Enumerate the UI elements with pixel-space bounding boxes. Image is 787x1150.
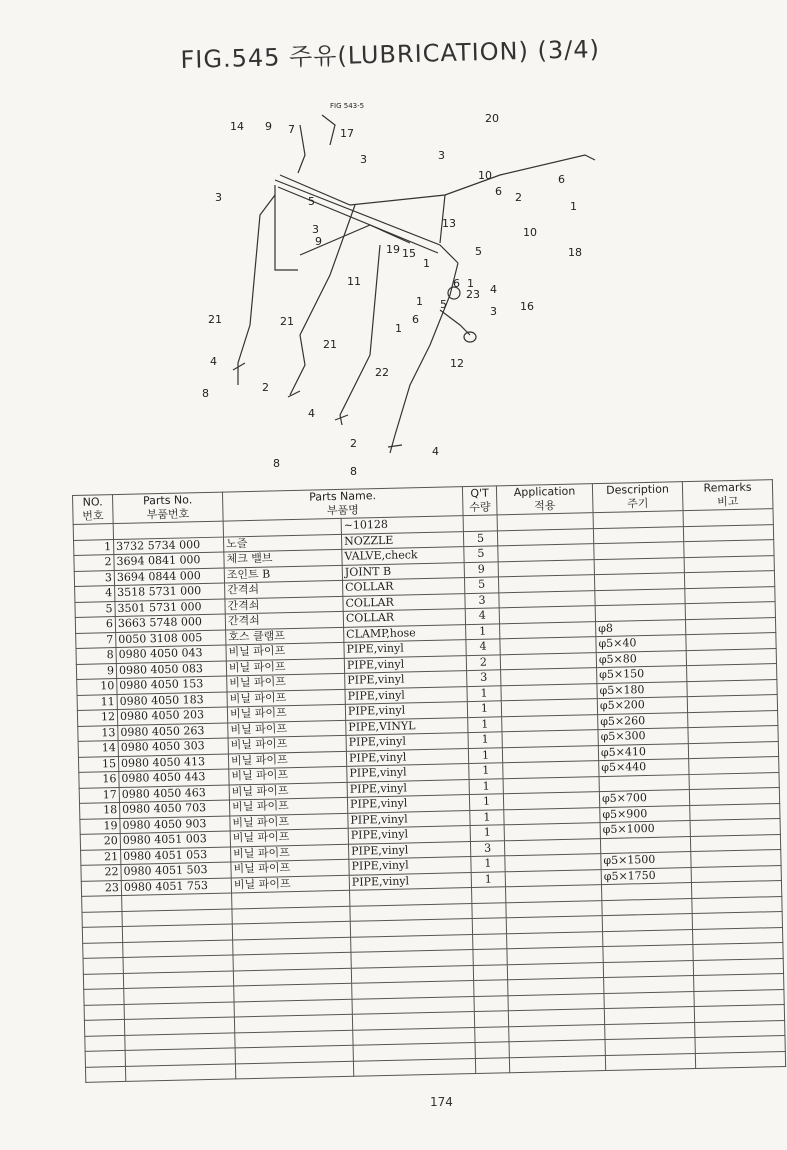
callout: 9	[315, 235, 322, 248]
callout: 18	[568, 246, 582, 259]
cell-desc: φ5×260	[598, 712, 688, 730]
cell-part: 0980 4050 203	[117, 707, 227, 725]
cell-ko: 비닐 파이프	[231, 859, 349, 877]
cell-ko: 비닐 파이프	[231, 844, 349, 862]
cell-qty: 5	[463, 530, 497, 546]
callout: 14	[230, 120, 244, 133]
cell-part: 0980 4050 703	[119, 800, 229, 818]
cell-no: 21	[81, 849, 121, 865]
cell-part: 0980 4051 503	[121, 862, 231, 880]
callout: 1	[416, 295, 423, 308]
cell-qty: 1	[467, 701, 501, 717]
callout: 3	[490, 305, 497, 318]
callout: 5	[308, 195, 315, 208]
callout: 5	[440, 298, 447, 311]
cell-desc: φ5×80	[596, 650, 686, 668]
cell-en: ~10128	[341, 516, 463, 534]
cell-en: PIPE,vinyl	[347, 779, 469, 797]
cell-ko: 비닐 파이프	[226, 642, 344, 660]
cell-en: PIPE,vinyl	[346, 733, 468, 751]
callout: 1	[570, 200, 577, 213]
cell-ko: 비닐 파이프	[229, 782, 347, 800]
cell-en: COLLAR	[343, 609, 465, 627]
cell-ko: 비닐 파이프	[231, 875, 349, 893]
cell-part: 0980 4050 183	[117, 692, 227, 710]
cell-desc: φ5×1000	[600, 821, 690, 839]
callout: 20	[485, 112, 499, 125]
cell-ko: 비닐 파이프	[227, 704, 345, 722]
cell-qty: 2	[466, 654, 500, 670]
callout: 17	[340, 127, 354, 140]
figure-title: FIG.545 주유(LUBRICATION) (3/4)	[180, 35, 601, 74]
cell-qty: 3	[465, 592, 499, 608]
cell-no: 18	[79, 803, 119, 819]
cell-part: 0980 4050 043	[116, 645, 226, 663]
cell-part: 0980 4050 463	[119, 785, 229, 803]
header-parts-no: Parts No. 부품번호	[113, 492, 224, 523]
callout: 8	[273, 457, 280, 470]
cell-ko: 노즐	[223, 534, 341, 552]
cell-qty: 1	[469, 763, 503, 779]
header-no: NO. 번호	[73, 495, 114, 525]
cell-part: 0980 4051 003	[120, 831, 230, 849]
callout: 8	[350, 465, 357, 478]
cell-no: 11	[77, 694, 117, 710]
callout: 9	[265, 120, 272, 133]
cell-part: 0980 4050 263	[118, 723, 228, 741]
cell-en: PIPE,vinyl	[344, 655, 466, 673]
cell-part: 0980 4050 413	[118, 754, 228, 772]
cell-qty: 3	[470, 840, 504, 856]
callout: 3	[360, 153, 367, 166]
callout: 3	[215, 191, 222, 204]
cell-no: 7	[76, 632, 116, 648]
cell-en: VALVE,check	[342, 547, 464, 565]
cell-ko: 비닐 파이프	[229, 797, 347, 815]
cell-en: PIPE,VINYL	[346, 717, 468, 735]
cell-qty: 1	[470, 809, 504, 825]
cell-no: 2	[74, 555, 114, 571]
cell-en: PIPE,vinyl	[348, 826, 470, 844]
callout: 1	[467, 277, 474, 290]
cell-no: 22	[81, 864, 121, 880]
cell-part: 3694 0841 000	[114, 552, 224, 570]
cell-en: PIPE,vinyl	[349, 872, 471, 890]
cell-ko: 간격쇠	[225, 580, 343, 598]
cell-no: 13	[78, 725, 118, 741]
cell-no: 9	[76, 663, 116, 679]
cell-desc: φ5×1750	[601, 867, 691, 885]
cell-part: 0980 4050 153	[117, 676, 227, 694]
cell-part: 0980 4050 903	[120, 816, 230, 834]
cell-no: 4	[75, 586, 115, 602]
cell-ko: 간격쇠	[225, 611, 343, 629]
callout: 7	[288, 123, 295, 136]
cell-part: 0980 4050 443	[119, 769, 229, 787]
cell-no	[73, 524, 113, 540]
cell-qty: 1	[468, 732, 502, 748]
page-number: 174	[430, 1095, 453, 1109]
callout: 10	[523, 226, 537, 239]
callout: 3	[312, 223, 319, 236]
cell-ko: 비닐 파이프	[227, 673, 345, 691]
cell-no: 20	[80, 833, 120, 849]
cell-desc: φ5×410	[598, 743, 688, 761]
callout: 4	[432, 445, 439, 458]
callout: 23	[466, 288, 480, 301]
parts-table-container	[72, 479, 787, 1105]
callout: 22	[375, 366, 389, 379]
lubrication-diagram	[190, 95, 610, 480]
callout: 4	[210, 355, 217, 368]
cell-en: PIPE,vinyl	[347, 795, 469, 813]
cell-qty: 5	[464, 577, 498, 593]
callout: 3	[438, 149, 445, 162]
cell-ko: 체크 밸브	[224, 549, 342, 567]
callout: 2	[350, 437, 357, 450]
callout: 21	[323, 338, 337, 351]
cell-en: PIPE,vinyl	[349, 857, 471, 875]
cell-ko: 비닐 파이프	[227, 689, 345, 707]
callout: 11	[347, 275, 361, 288]
cell-no: 14	[78, 741, 118, 757]
cell-qty: 4	[465, 608, 499, 624]
callout: 10	[478, 169, 492, 182]
cell-en: PIPE,vinyl	[345, 702, 467, 720]
header-remarks: Remarks 비고	[682, 480, 773, 511]
cell-no: 23	[81, 880, 121, 896]
callout: 1	[423, 257, 430, 270]
callout: 16	[520, 300, 534, 313]
cell-qty: 1	[471, 871, 505, 887]
callout: 21	[208, 313, 222, 326]
callout: 13	[442, 217, 456, 230]
cell-qty: 5	[464, 546, 498, 562]
cell-en: CLAMP,hose	[344, 624, 466, 642]
cell-part: 0980 4050 303	[118, 738, 228, 756]
cell-qty: 1	[471, 856, 505, 872]
cell-desc: φ5×440	[599, 759, 689, 777]
cell-ko: 호스 클램프	[226, 627, 344, 645]
cell-desc: φ5×1500	[601, 852, 691, 870]
cell-qty: 1	[468, 716, 502, 732]
header-description: Description 주기	[592, 482, 683, 513]
cell-en: COLLAR	[343, 578, 465, 596]
cell-en: PIPE,vinyl	[345, 671, 467, 689]
cell-desc: φ5×200	[597, 697, 687, 715]
cell-no: 16	[79, 772, 119, 788]
cell-no: 19	[80, 818, 120, 834]
cell-qty: 1	[469, 794, 503, 810]
cell-en: PIPE,vinyl	[348, 810, 470, 828]
cell-ko: 비닐 파이프	[230, 813, 348, 831]
cell-no: 15	[78, 756, 118, 772]
callout: 19	[386, 243, 400, 256]
cell-desc: φ5×700	[599, 790, 689, 808]
cell-desc: φ5×900	[600, 805, 690, 823]
parts-table-body	[73, 509, 785, 1083]
cell-desc: φ5×300	[598, 728, 688, 746]
cell-no: 6	[75, 617, 115, 633]
cell-desc: φ5×180	[597, 681, 687, 699]
cell-en: NOZZLE	[341, 531, 463, 549]
cell-ko: 간격쇠	[225, 596, 343, 614]
cell-part: 0980 4051 053	[121, 846, 231, 864]
reference-label: FIG 543-5	[330, 102, 365, 110]
callout: 15	[402, 247, 416, 260]
cell-part: 0050 3108 005	[116, 630, 226, 648]
callout: 6	[412, 313, 419, 326]
cell-qty: 9	[464, 561, 498, 577]
callout: 6	[558, 173, 565, 186]
cell-en: PIPE,vinyl	[344, 640, 466, 658]
cell-no: 12	[77, 710, 117, 726]
callout: 8	[202, 387, 209, 400]
cell-en: PIPE,vinyl	[345, 686, 467, 704]
callout: 4	[308, 407, 315, 420]
cell-part: 3501 5731 000	[115, 599, 225, 617]
header-application: Application 적용	[496, 484, 593, 515]
callout: 21	[280, 315, 294, 328]
cell-no: 1	[74, 539, 114, 555]
cell-part: 3732 5734 000	[114, 537, 224, 555]
diagram-callouts	[202, 102, 582, 478]
parts-table	[72, 479, 786, 1083]
callout: 1	[395, 322, 402, 335]
cell-qty: 1	[470, 825, 504, 841]
cell-no: 8	[76, 648, 116, 664]
callout: 4	[490, 283, 497, 296]
cell-part: 3694 0844 000	[114, 568, 224, 586]
callout: 2	[262, 381, 269, 394]
cell-en: JOINT B	[342, 562, 464, 580]
cell-ko: 비닐 파이프	[228, 751, 346, 769]
cell-en: PIPE,vinyl	[347, 764, 469, 782]
cell-en: COLLAR	[343, 593, 465, 611]
header-qty: Q'T 수량	[462, 486, 497, 516]
cell-ko: 조인트 B	[224, 565, 342, 583]
cell-qty: 1	[467, 685, 501, 701]
cell-ko: 비닐 파이프	[228, 735, 346, 753]
cell-part: 3663 5748 000	[115, 614, 225, 632]
cell-desc: φ5×150	[597, 666, 687, 684]
cell-qty: 1	[466, 623, 500, 639]
cell-no: 17	[79, 787, 119, 803]
cell-ko: 비닐 파이프	[228, 720, 346, 738]
cell-qty: 3	[467, 670, 501, 686]
cell-qty: 1	[469, 778, 503, 794]
cell-qty: 1	[468, 747, 502, 763]
cell-part: 0980 4050 083	[116, 661, 226, 679]
cell-en: PIPE,vinyl	[348, 841, 470, 859]
cell-desc: φ5×40	[596, 635, 686, 653]
callout: 12	[450, 357, 464, 370]
callout: 6	[453, 277, 460, 290]
callout: 6	[495, 185, 502, 198]
cell-desc: φ8	[595, 619, 685, 637]
cell-no: 10	[77, 679, 117, 695]
cell-qty	[463, 515, 497, 531]
cell-ko: 비닐 파이프	[226, 658, 344, 676]
callout: 5	[475, 245, 482, 258]
cell-qty: 4	[466, 639, 500, 655]
cell-no: 5	[75, 601, 115, 617]
cell-ko: 비닐 파이프	[230, 828, 348, 846]
cell-part: 0980 4051 753	[121, 877, 231, 895]
header-parts-name: Parts Name. 부품명	[222, 487, 463, 521]
callout: 2	[515, 191, 522, 204]
cell-en: PIPE,vinyl	[346, 748, 468, 766]
cell-part: 3518 5731 000	[115, 583, 225, 601]
cell-no: 3	[74, 570, 114, 586]
cell-ko: 비닐 파이프	[229, 766, 347, 784]
